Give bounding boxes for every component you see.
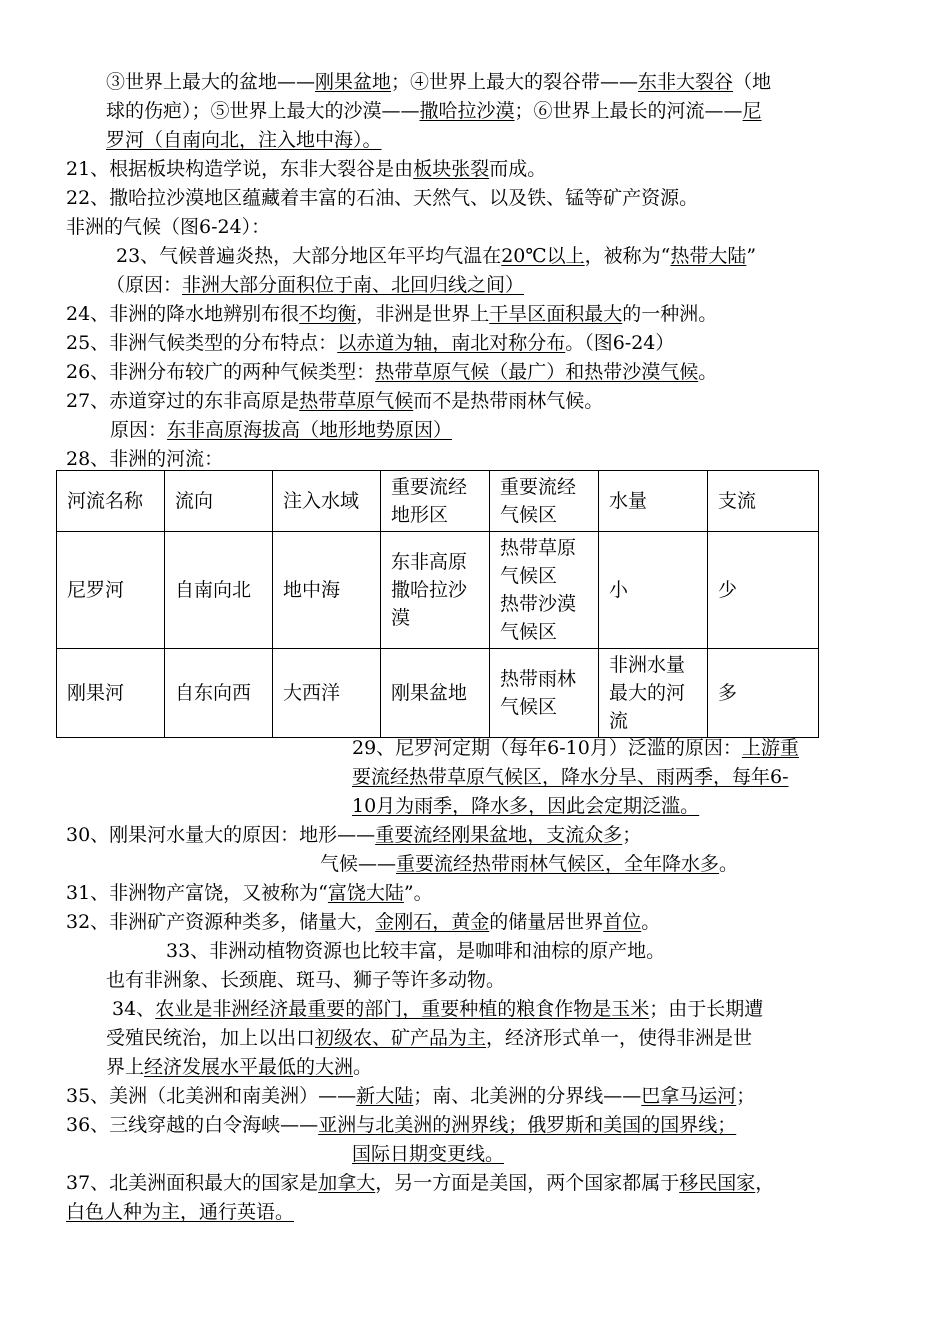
underlined-answer: 白色人种为主，通行英语。: [66, 1201, 295, 1223]
text-segment: ，被称为“: [584, 245, 671, 267]
text-line: [112, 995, 763, 1023]
text-segment: 27、赤道穿过的东非高原是: [66, 390, 300, 412]
table-cell: [165, 532, 273, 649]
text-segment: 而不是热带雨林气候。: [413, 390, 604, 412]
underlined-answer: 东非高原海拔高（地形地势原因）: [167, 419, 453, 441]
underlined-answer: 巴拿马运河: [641, 1085, 737, 1107]
cell-text: 流向: [175, 490, 214, 512]
text-segment: 。: [641, 911, 661, 933]
cell-text: 热带沙漠: [500, 593, 577, 615]
text-line: [66, 300, 717, 328]
cell-text: 重要流经: [500, 476, 577, 498]
table-header-cell: [381, 471, 490, 532]
text-line: [106, 68, 771, 96]
table-header-cell: [490, 471, 599, 532]
text-line: [66, 1198, 294, 1226]
text-segment: 的一种洲。: [622, 303, 718, 325]
text-segment: 36、三线穿越的白令海峡——: [66, 1114, 319, 1136]
cell-text: 小: [609, 579, 629, 601]
text-line: [66, 1169, 774, 1197]
cell-text: 气候区: [500, 621, 558, 643]
text-line: [66, 213, 270, 241]
text-line: [106, 126, 382, 154]
text-line: [106, 966, 505, 994]
text-segment: 22、撒哈拉沙漠地区蕴藏着丰富的石油、天然气、以及铁、锰等矿产资源。: [66, 187, 699, 209]
text-segment: ；⑥世界上最长的河流——: [514, 100, 743, 122]
text-line: [66, 1082, 755, 1110]
table-cell: [599, 649, 708, 738]
text-segment: 28、非洲的河流：: [66, 448, 224, 470]
underlined-answer: 首位: [603, 911, 642, 933]
underlined-answer: 初级农、矿产品为主: [315, 1027, 487, 1049]
cell-text: 少: [718, 579, 738, 601]
underlined-answer: 刚果盆地: [315, 71, 392, 93]
table-header-cell: [57, 471, 165, 532]
text-segment: 原因：: [110, 419, 168, 441]
table-row: [57, 532, 819, 649]
underlined-answer: 农业是非洲经济最重要的部门，重要种植的粮食作物是玉米: [155, 998, 650, 1020]
text-segment: 。（图6-24）: [565, 332, 675, 354]
underlined-answer: 移民国家: [679, 1172, 756, 1194]
cell-text: 刚果盆地: [391, 682, 468, 704]
cell-text: 非洲水量: [609, 654, 686, 676]
table-cell: [57, 532, 165, 649]
cell-text: 刚果河: [67, 682, 125, 704]
table-header-cell: [599, 471, 708, 532]
cell-text: 热带雨林: [500, 668, 577, 690]
cell-text: 多: [718, 682, 738, 704]
underlined-answer: 罗河（自南向北，注入地中海）。: [106, 129, 382, 151]
rivers-table: [56, 470, 819, 738]
cell-text: 尼罗河: [67, 579, 125, 601]
table-cell: [490, 649, 599, 738]
underlined-answer: 干旱区面积最大: [489, 303, 623, 325]
cell-text: 最大的河: [609, 682, 686, 704]
text-segment: 也有非洲象、长颈鹿、斑马、狮子等许多动物。: [106, 969, 506, 991]
text-line: [66, 358, 717, 386]
cell-text: 东非高原: [391, 551, 468, 573]
text-line: [352, 734, 799, 762]
underlined-answer: 富饶大陆: [327, 882, 404, 904]
text-segment: 的储量居世界: [489, 911, 604, 933]
underlined-answer: 要流经热带草原气候区，降水分旱、雨两季，每年6-: [352, 766, 789, 788]
text-segment: ，另一方面是美国，两个国家都属于: [375, 1172, 680, 1194]
table-header-cell: [165, 471, 273, 532]
cell-text: 地中海: [283, 579, 341, 601]
cell-text: 自东向西: [175, 682, 252, 704]
cell-text: 重要流经: [391, 476, 468, 498]
text-segment: 33、非洲动植物资源也比较丰富，是咖啡和油棕的原产地。: [166, 940, 666, 962]
cell-text: 自南向北: [175, 579, 252, 601]
text-segment: 。: [698, 361, 718, 383]
table-cell: [273, 532, 381, 649]
text-segment: 34、: [112, 998, 156, 1020]
text-segment: 29、尼罗河定期（每年6-10月）泛滥的原因：: [352, 737, 742, 759]
underlined-answer: 撒哈拉沙漠: [419, 100, 515, 122]
underlined-answer: 新大陆: [356, 1085, 414, 1107]
underlined-answer: 国际日期变更线。: [352, 1143, 505, 1165]
table-cell: [57, 649, 165, 738]
text-line: [352, 763, 789, 791]
text-line: [66, 1111, 736, 1139]
text-segment: 而成。: [489, 158, 547, 180]
underlined-answer: 尼: [742, 100, 762, 122]
cell-text: 撒哈拉沙: [391, 579, 468, 601]
underlined-answer: 加拿大: [318, 1172, 376, 1194]
underlined-answer: 热带草原气候（最广）和热带沙漠气候: [375, 361, 699, 383]
text-segment: 非洲的气候（图6-24）：: [66, 216, 271, 238]
text-line: [66, 329, 674, 357]
underlined-answer: 板块张裂: [413, 158, 490, 180]
text-segment: ③世界上最大的盆地——: [106, 71, 316, 93]
text-line: [66, 821, 641, 849]
text-segment: 21、根据板块构造学说，东非大裂谷是由: [66, 158, 414, 180]
text-segment: ，: [755, 1172, 775, 1194]
text-segment: ；南、北美洲的分界线——: [413, 1085, 642, 1107]
table-row: [57, 649, 819, 738]
text-line: [106, 1024, 752, 1052]
text-line: [66, 879, 433, 907]
underlined-answer: 不均衡: [299, 303, 357, 325]
text-segment: 24、非洲的降水地辨别布很: [66, 303, 300, 325]
underlined-answer: 经济发展水平最低的大洲: [144, 1056, 354, 1078]
text-line: [106, 271, 524, 299]
cell-text: 热带草原: [500, 537, 577, 559]
text-segment: 球的伤疤）；⑤世界上最大的沙漠——: [106, 100, 420, 122]
text-segment: 23、气候普遍炎热，大部分地区年平均气温在: [116, 245, 502, 267]
text-segment: 32、非洲矿产资源种类多，储量大，: [66, 911, 376, 933]
cell-text: 地形区: [391, 504, 449, 526]
text-segment: 35、美洲（北美洲和南美洲）——: [66, 1085, 357, 1107]
underlined-answer: 金刚石，黄金: [375, 911, 490, 933]
cell-text: 注入水域: [283, 490, 360, 512]
text-line: [352, 792, 699, 820]
text-segment: 37、北美洲面积最大的国家是: [66, 1172, 319, 1194]
text-line: [320, 850, 738, 878]
text-line: [110, 416, 452, 444]
text-line: [166, 937, 665, 965]
text-segment: ；: [622, 824, 642, 846]
text-segment: ”: [746, 245, 757, 267]
table-body: [57, 532, 819, 738]
text-segment: ；由于长期遭: [649, 998, 764, 1020]
table-header-cell: [273, 471, 381, 532]
underlined-answer: 热带大陆: [670, 245, 747, 267]
text-line: [66, 155, 546, 183]
table-cell: [708, 532, 819, 649]
text-line: [106, 97, 762, 125]
text-segment: （地: [733, 71, 772, 93]
text-segment: ，非洲是世界上: [356, 303, 490, 325]
text-segment: ”。: [403, 882, 433, 904]
table-cell: [599, 532, 708, 649]
cell-text: 气候区: [500, 565, 558, 587]
text-line: [66, 908, 660, 936]
table-cell: [165, 649, 273, 738]
underlined-answer: 以赤道为轴，南北对称分布: [337, 332, 566, 354]
cell-text: 气候区: [500, 696, 558, 718]
text-line: [66, 387, 603, 415]
underlined-answer: 重要流经热带雨林气候区，全年降水多: [396, 853, 720, 875]
text-line: [352, 1140, 504, 1168]
cell-text: 支流: [718, 490, 757, 512]
text-segment: （原因：: [106, 274, 183, 296]
text-segment: ；④世界上最大的裂谷带——: [391, 71, 639, 93]
table-cell: [708, 649, 819, 738]
text-segment: ；: [736, 1085, 756, 1107]
text-segment: 25、非洲气候类型的分布特点：: [66, 332, 338, 354]
underlined-answer: 亚洲与北美洲的洲界线；俄罗斯和美国的国界线；: [318, 1114, 737, 1136]
cell-text: 漠: [391, 607, 411, 629]
text-line: [116, 242, 756, 270]
text-segment: 界上: [106, 1056, 145, 1078]
table-header-cell: [708, 471, 819, 532]
cell-text: 流: [609, 710, 629, 732]
underlined-answer: 上游重: [741, 737, 799, 759]
cell-text: 河流名称: [67, 490, 144, 512]
cell-text: 水量: [609, 490, 648, 512]
underlined-answer: 非洲大部分面积位于南、北回归线之间）: [182, 274, 525, 296]
table-cell: [381, 649, 490, 738]
text-segment: 30、刚果河水量大的原因：地形——: [66, 824, 376, 846]
table-header-row: [57, 471, 819, 532]
underlined-answer: 热带草原气候: [299, 390, 414, 412]
text-line: [66, 445, 223, 473]
underlined-answer: 东非大裂谷: [638, 71, 734, 93]
text-segment: 26、非洲分布较广的两种气候类型：: [66, 361, 376, 383]
text-segment: 31、非洲物产富饶，又被称为“: [66, 882, 328, 904]
table-cell: [490, 532, 599, 649]
table-cell: [381, 532, 490, 649]
text-segment: 气候——: [320, 853, 397, 875]
underlined-answer: 重要流经刚果盆地，支流众多: [375, 824, 623, 846]
text-line: [106, 1053, 372, 1081]
cell-text: 大西洋: [283, 682, 341, 704]
underlined-answer: 20℃以上: [501, 245, 585, 267]
cell-text: 气候区: [500, 504, 558, 526]
text-segment: 。: [353, 1056, 373, 1078]
underlined-answer: 10月为雨季，降水多，因此会定期泛滥。: [352, 795, 700, 817]
text-line: [66, 184, 698, 212]
text-segment: ，经济形式单一，使得非洲是世: [486, 1027, 753, 1049]
table-cell: [273, 649, 381, 738]
text-segment: 受殖民统治，加上以出口: [106, 1027, 316, 1049]
text-segment: 。: [719, 853, 739, 875]
